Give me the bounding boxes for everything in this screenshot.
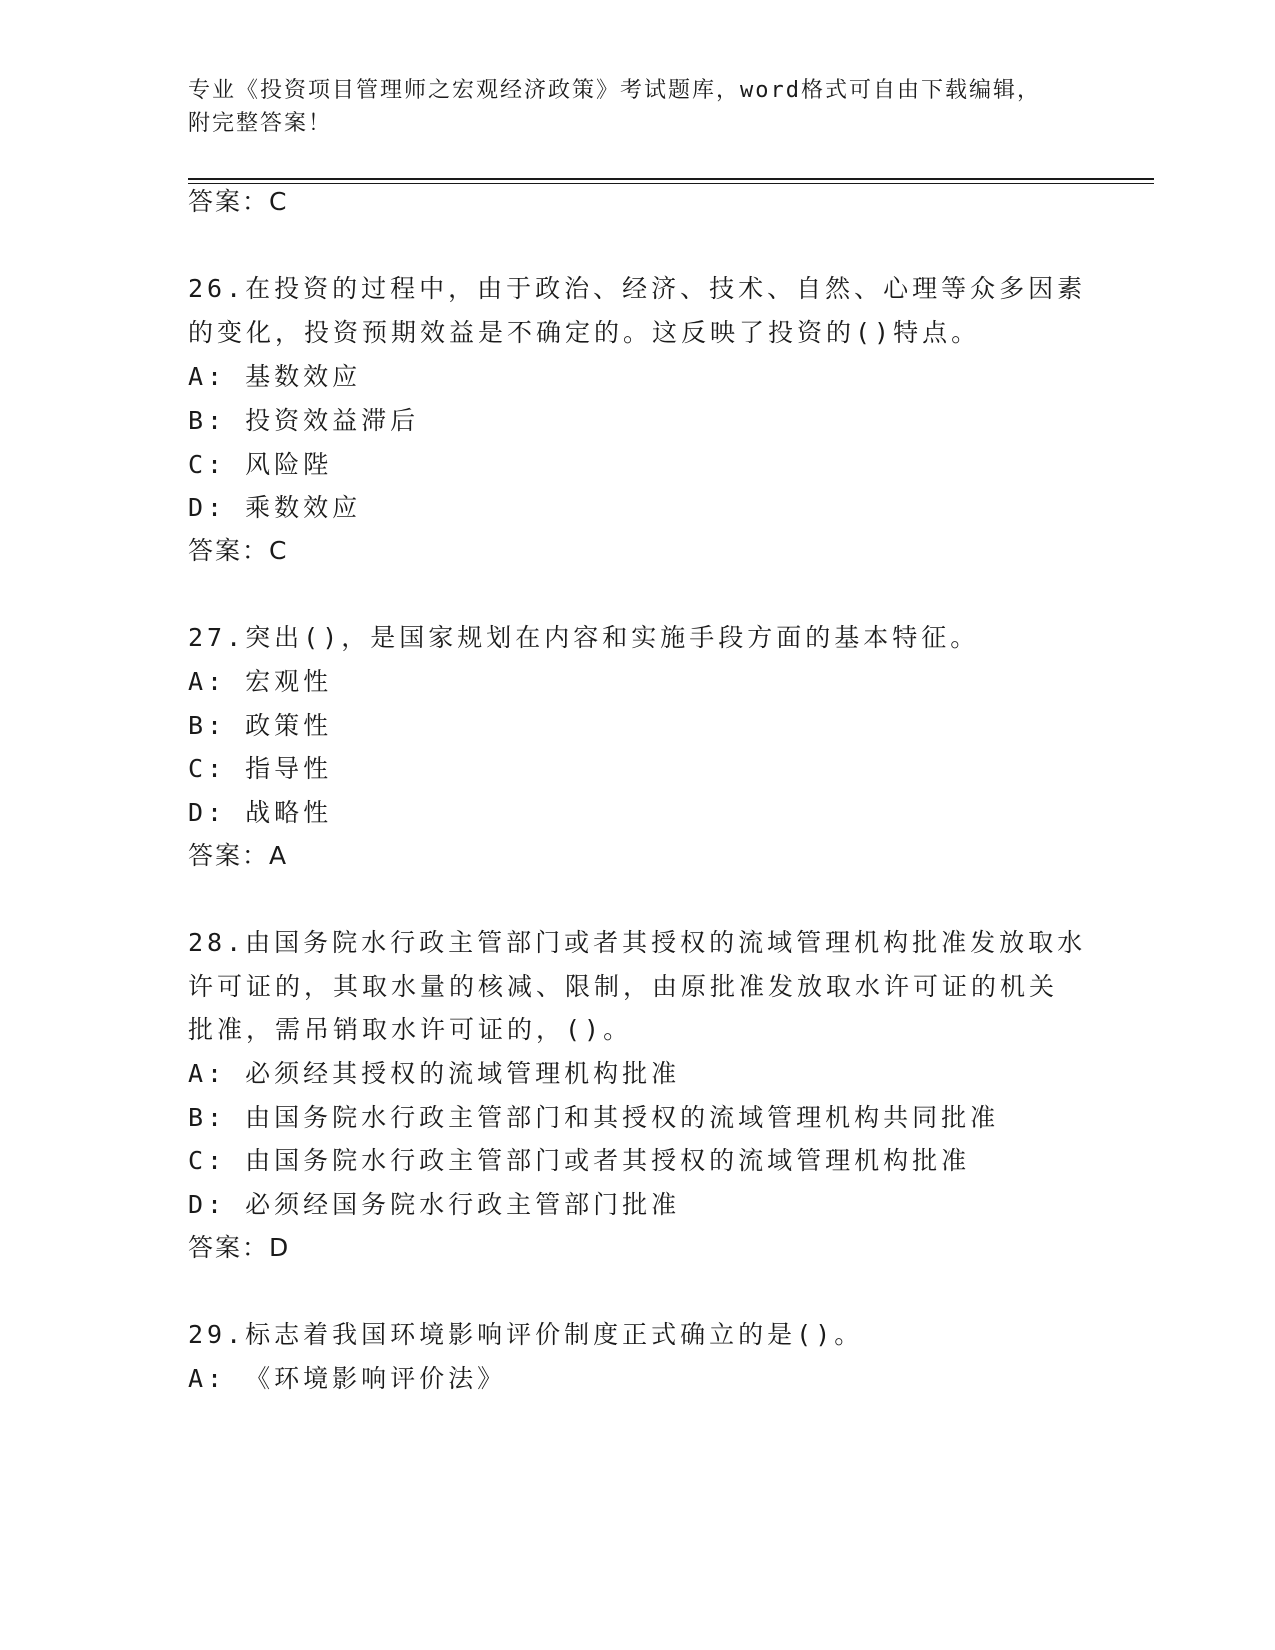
question-28-answer: 答案：D [188,1233,291,1262]
question-28-option-c: C: 由国务院水行政主管部门或者其授权的流域管理机构批准 [188,1146,971,1175]
header-line-2: 附完整答案！ [188,111,333,136]
question-26-option-b: B: 投资效益滞后 [188,406,420,435]
question-27-option-b: B: 政策性 [188,711,333,740]
question-28-option-b: B: 由国务院水行政主管部门和其授权的流域管理机构共同批准 [188,1103,1000,1132]
question-26-option-d: D: 乘数效应 [188,493,362,522]
header-rule-thin [188,183,1154,184]
question-28-line-1: 28.由国务院水行政主管部门或者其授权的流域管理机构批准发放取水 [188,928,1087,957]
question-26-answer: 答案：C [188,536,289,565]
question-29-option-a: A: 《环境影响评价法》 [188,1364,507,1393]
question-27-line-1: 27.突出()，是国家规划在内容和实施手段方面的基本特征。 [188,623,980,652]
question-28-line-3: 批准，需吊销取水许可证的，()。 [188,1015,633,1044]
answer-prev: 答案：C [188,187,289,216]
header-rule-thick [188,178,1154,180]
question-27-answer: 答案：A [188,841,289,870]
header-line-1: 专业《投资项目管理师之宏观经济政策》考试题库，word格式可自由下载编辑， [188,78,1041,103]
question-28-option-d: D: 必须经国务院水行政主管部门批准 [188,1190,681,1219]
question-29-line-1: 29.标志着我国环境影响评价制度正式确立的是()。 [188,1320,864,1349]
question-28-option-a: A: 必须经其授权的流域管理机构批准 [188,1059,681,1088]
question-26-line-1: 26.在投资的过程中，由于政治、经济、技术、自然、心理等众多因素 [188,274,1087,303]
document-header [188,74,1088,140]
question-27-option-d: D: 战略性 [188,798,333,827]
question-26-option-a: A: 基数效应 [188,362,362,391]
question-28-line-2: 许可证的，其取水量的核减、限制，由原批准发放取水许可证的机关 [188,972,1059,1001]
question-27-option-c: C: 指导性 [188,754,333,783]
question-26-option-c: C: 风险陛 [188,450,333,479]
question-27-option-a: A: 宏观性 [188,667,333,696]
question-26-line-2: 的变化，投资预期效益是不确定的。这反映了投资的()特点。 [188,318,981,347]
